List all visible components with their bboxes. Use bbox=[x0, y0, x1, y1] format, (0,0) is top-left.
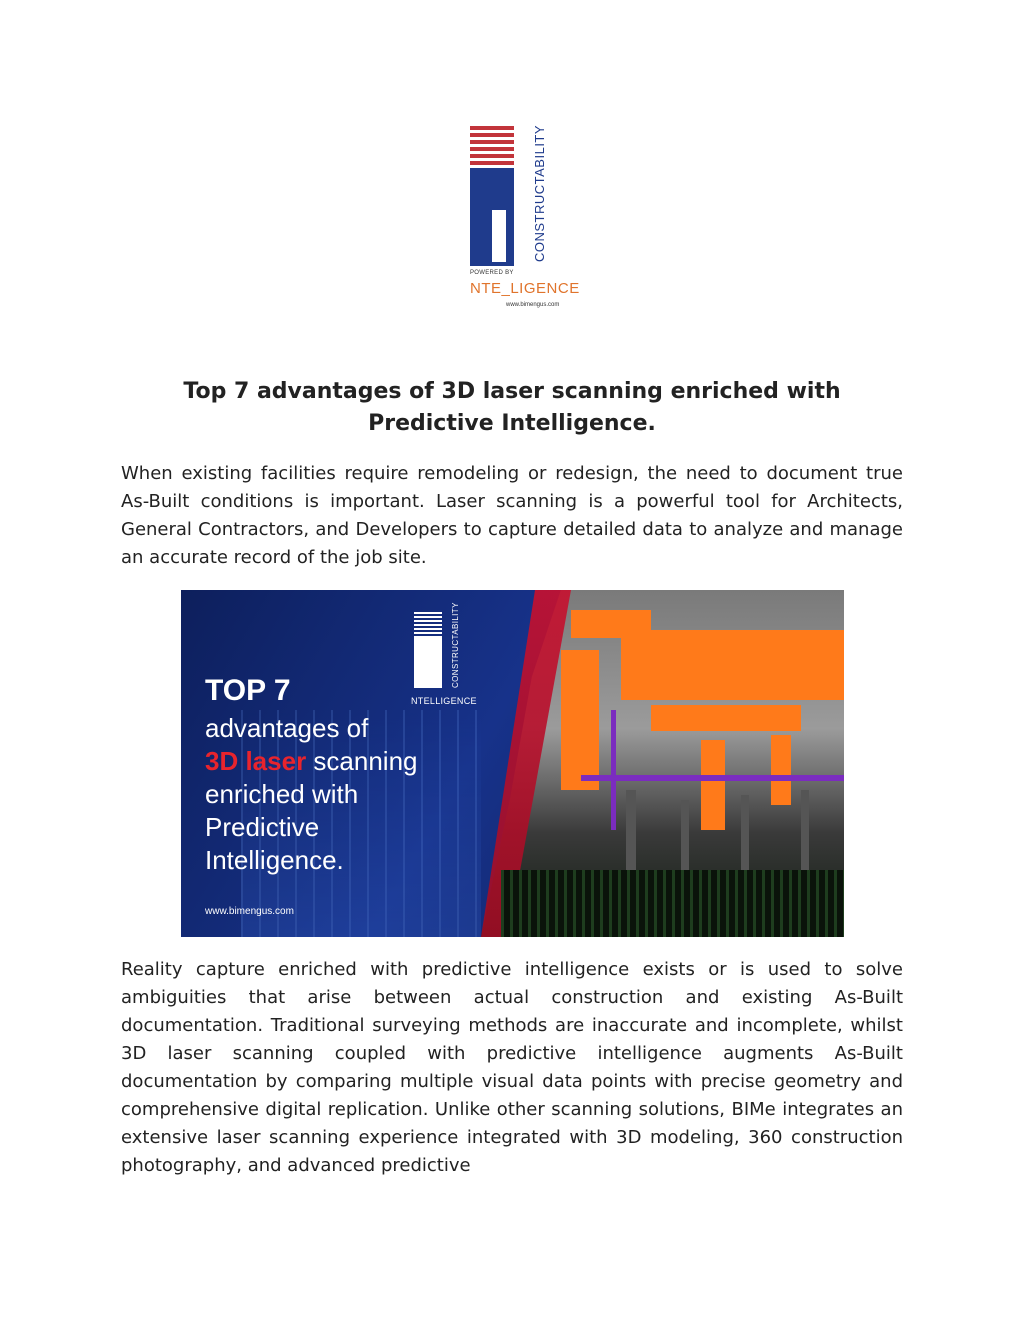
banner-line-1: advantages of bbox=[205, 713, 369, 743]
purple-pipe bbox=[611, 710, 616, 830]
logo-pillar-notch bbox=[492, 210, 506, 262]
orange-duct bbox=[771, 735, 791, 805]
purple-pipe bbox=[581, 775, 844, 781]
logo-stripes bbox=[470, 126, 514, 166]
banner-line-2-rest: scanning bbox=[306, 746, 418, 776]
company-logo bbox=[462, 118, 582, 318]
banner-line-5: Intelligence. bbox=[205, 845, 344, 875]
logo-powered-by: POWERED BY bbox=[470, 270, 514, 276]
logo-vertical-text: CONSTRUCTABILITY bbox=[532, 124, 547, 262]
scan-floor bbox=[501, 870, 844, 937]
orange-duct bbox=[571, 610, 651, 638]
logo-brand-name: NTE_LIGENCE bbox=[470, 280, 580, 297]
banner-highlight: 3D laser bbox=[205, 746, 307, 776]
orange-duct bbox=[701, 740, 725, 830]
banner-image bbox=[181, 590, 844, 937]
banner-logo-brand: NTELLIGENCE bbox=[411, 696, 477, 706]
banner-logo-icon bbox=[414, 612, 442, 688]
banner-logo-pillar bbox=[414, 636, 442, 688]
banner-heading: TOP 7 bbox=[205, 674, 291, 707]
logo-url: www.bimengus.com bbox=[506, 302, 560, 308]
banner-line-4: Predictive bbox=[205, 812, 320, 842]
banner-line-3: enriched with bbox=[205, 779, 359, 809]
banner-url: www.bimengus.com bbox=[205, 906, 294, 917]
orange-duct bbox=[621, 630, 844, 700]
banner-logo-vertical-text: CONSTRUCTABILITY bbox=[451, 602, 460, 688]
orange-duct bbox=[651, 705, 801, 731]
banner-logo-stripes bbox=[414, 612, 442, 634]
orange-duct bbox=[561, 650, 599, 790]
body-paragraph: Reality capture enriched with predictive intelligence exists or is used to solve ambiguities that arise between actual construction and existing As-Built documentation. Traditional surveying methods are inaccurate and incomplete, whilst 3D laser scanning coupled with predictive intelligence augments As-Built documentation by comparing multiple visual data points with precise geometry and comprehensive digital replication. Unlike other scanning solutions, BIMe integrates an extensive laser scanning experience integrated with 3D modeling, 360 construction photography, and advanced predictive bbox=[121, 959, 903, 1176]
banner-line-2 bbox=[205, 745, 418, 777]
document-title: Top 7 advantages of 3D laser scanning enriched with Predictive Intelligence. bbox=[183, 379, 841, 436]
logo-mark-icon bbox=[470, 126, 514, 262]
intro-paragraph: When existing facilities require remodeling or redesign, the need to document true As-Built conditions is important. Laser scanning is a powerful tool for Architects, General Contractors, and Developers to capture detailed data to analyze and manage an accurate record of the job site. bbox=[121, 463, 903, 568]
